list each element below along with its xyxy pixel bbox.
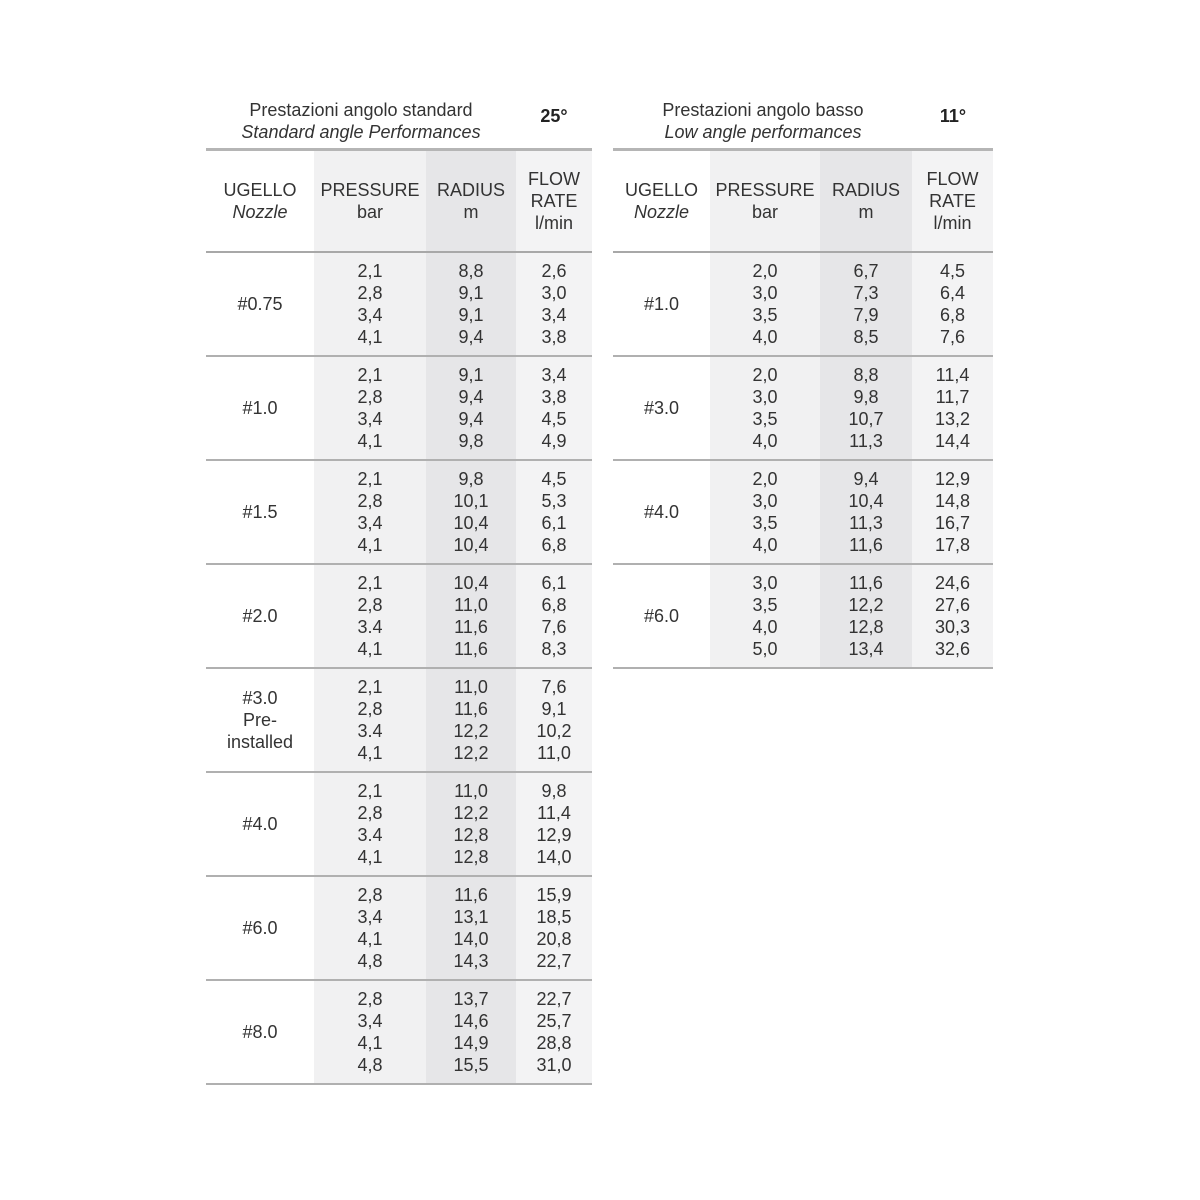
radius-value: 9,8 [853, 387, 879, 407]
pressure-value: 3,4 [357, 513, 383, 533]
radius-cell [426, 981, 516, 1083]
nozzle-cell [206, 253, 314, 355]
radius-value: 11,6 [454, 885, 488, 905]
pressure-cell [314, 253, 426, 355]
nozzle-cell [613, 357, 710, 459]
flow-value: 2,6 [541, 261, 567, 281]
flow-rate-cell [516, 253, 592, 355]
flow-value: 9,1 [541, 699, 567, 719]
radius-value: 12,2 [848, 595, 884, 615]
nozzle-value: Pre- [242, 710, 277, 730]
header-pressure [710, 151, 820, 251]
radius-value: 11,6 [849, 573, 883, 593]
pressure-value: 3,4 [357, 907, 383, 927]
radius-cell [426, 877, 516, 979]
radius-value: 9,8 [458, 469, 484, 489]
header-radius [426, 151, 516, 251]
table-row [613, 357, 993, 461]
flow-rate-cell [516, 773, 592, 875]
pressure-value: 3,4 [357, 1011, 383, 1031]
radius-value: 10,1 [453, 491, 489, 511]
table-row [206, 461, 592, 565]
pressure-value: 4,0 [752, 431, 778, 451]
radius-value: 10,7 [848, 409, 884, 429]
radius-value: 12,2 [453, 803, 489, 823]
flow-value: 14,4 [934, 431, 971, 451]
flow-value: 12,9 [536, 825, 572, 845]
radius-value: 14,0 [453, 929, 489, 949]
radius-value: 11,6 [849, 535, 883, 555]
pressure-value: 4,8 [357, 1055, 383, 1075]
flow-value: 11,7 [935, 387, 970, 407]
flow-value: 6,1 [541, 513, 567, 533]
radius-value: 11,6 [454, 699, 488, 719]
pressure-value: 4,1 [357, 639, 383, 659]
header-flow-unit: l/min [534, 213, 573, 233]
pressure-value: 2,1 [357, 677, 383, 697]
flow-value: 4,9 [541, 431, 567, 451]
pressure-value: 4,1 [357, 535, 383, 555]
header-nozzle [206, 151, 314, 251]
radius-value: 11,3 [849, 431, 883, 451]
pressure-value: 2,1 [357, 781, 383, 801]
radius-value: 11,0 [454, 595, 488, 615]
angle-value: 11° [939, 106, 967, 126]
standard-angle-table [206, 98, 592, 1085]
radius-value: 11,0 [454, 781, 488, 801]
pressure-cell [314, 357, 426, 459]
radius-cell [820, 253, 912, 355]
nozzle-value: #2.0 [242, 606, 278, 626]
flow-value: 24,6 [934, 573, 971, 593]
pressure-value: 4,0 [752, 617, 778, 637]
flow-value: 11,4 [935, 365, 970, 385]
pressure-value: 4,0 [752, 327, 778, 347]
radius-value: 9,1 [458, 283, 484, 303]
radius-value: 9,4 [853, 469, 879, 489]
header-pressure-unit: bar [356, 202, 383, 222]
pressure-value: 4,8 [357, 951, 383, 971]
flow-value: 10,2 [536, 721, 572, 741]
nozzle-value: installed [226, 732, 294, 752]
flow-value: 7,6 [541, 617, 567, 637]
radius-value: 10,4 [453, 535, 489, 555]
radius-value: 11,6 [454, 617, 488, 637]
pressure-value: 2,1 [357, 365, 383, 385]
pressure-cell [710, 461, 820, 563]
flow-value: 18,5 [536, 907, 572, 927]
pressure-value: 5,0 [752, 639, 778, 659]
radius-value: 14,3 [453, 951, 489, 971]
table-body [206, 253, 592, 1085]
radius-value: 9,4 [458, 387, 484, 407]
flow-value: 3,8 [541, 327, 567, 347]
radius-value: 12,2 [453, 743, 489, 763]
radius-value: 8,5 [853, 327, 879, 347]
table-title-row [613, 98, 993, 151]
pressure-value: 3,4 [357, 409, 383, 429]
table-row [613, 461, 993, 565]
radius-cell [426, 773, 516, 875]
pressure-value: 2,0 [752, 261, 778, 281]
flow-value: 17,8 [934, 535, 971, 555]
flow-rate-cell [912, 357, 993, 459]
nozzle-value: #4.0 [242, 814, 278, 834]
radius-value: 10,4 [453, 573, 489, 593]
pressure-value: 3.4 [357, 825, 383, 845]
radius-value: 12,2 [453, 721, 489, 741]
radius-value: 11,3 [849, 513, 883, 533]
pressure-value: 2,8 [357, 885, 383, 905]
flow-value: 3,4 [541, 305, 567, 325]
pressure-value: 2,8 [357, 595, 383, 615]
nozzle-cell [206, 773, 314, 875]
pressure-cell [314, 877, 426, 979]
nozzle-value: #3.0 [242, 688, 278, 708]
pressure-cell [314, 565, 426, 667]
pressure-value: 2,8 [357, 803, 383, 823]
radius-value: 7,9 [853, 305, 879, 325]
radius-cell [426, 357, 516, 459]
pressure-value: 2,0 [752, 469, 778, 489]
pressure-value: 3,0 [752, 573, 778, 593]
table-row [613, 253, 993, 357]
radius-value: 10,4 [453, 513, 489, 533]
radius-value: 12,8 [453, 847, 489, 867]
nozzle-value: #6.0 [242, 918, 278, 938]
flow-value: 12,9 [934, 469, 971, 489]
pressure-value: 3,5 [752, 595, 778, 615]
pressure-cell [710, 565, 820, 667]
table-title [206, 99, 516, 143]
flow-rate-cell [912, 565, 993, 667]
table-row [206, 773, 592, 877]
flow-value: 14,0 [536, 847, 572, 867]
flow-rate-cell [912, 461, 993, 563]
header-flow-rate [516, 151, 592, 251]
radius-value: 8,8 [853, 365, 879, 385]
header-nozzle-en: Nozzle [633, 202, 690, 222]
pressure-value: 4,0 [752, 535, 778, 555]
pressure-value: 3,5 [752, 305, 778, 325]
header-nozzle-en: Nozzle [232, 202, 288, 222]
radius-value: 10,4 [848, 491, 884, 511]
low-angle-table [613, 98, 993, 669]
header-radius-label: RADIUS [831, 180, 900, 200]
radius-value: 15,5 [453, 1055, 489, 1075]
nozzle-cell [206, 669, 314, 771]
pressure-cell [314, 773, 426, 875]
nozzle-value: #3.0 [643, 398, 680, 418]
pressure-value: 4,1 [357, 431, 383, 451]
pressure-value: 4,1 [357, 929, 383, 949]
column-header-row [613, 151, 993, 253]
nozzle-cell [613, 461, 710, 563]
title-italian: Prestazioni angolo basso [662, 100, 864, 120]
flow-value: 15,9 [536, 885, 572, 905]
header-flow-rate [912, 151, 993, 251]
angle-value: 25° [540, 106, 568, 126]
pressure-value: 3,5 [752, 513, 778, 533]
flow-value: 8,3 [541, 639, 567, 659]
flow-value: 3,4 [541, 365, 567, 385]
pressure-value: 4,1 [357, 327, 383, 347]
flow-value: 9,8 [541, 781, 567, 801]
header-pressure [314, 151, 426, 251]
flow-value: 7,6 [939, 327, 966, 347]
pressure-value: 3.4 [357, 617, 383, 637]
flow-value: 4,5 [541, 469, 567, 489]
title-english: Low angle performances [664, 122, 862, 142]
flow-value: 4,5 [939, 261, 966, 281]
nozzle-cell [206, 461, 314, 563]
pressure-value: 2,1 [357, 573, 383, 593]
header-radius-unit: m [858, 202, 874, 222]
title-italian: Prestazioni angolo standard [249, 100, 473, 120]
header-pressure-unit: bar [751, 202, 778, 222]
table-body [613, 253, 993, 669]
pressure-value: 3,0 [752, 283, 778, 303]
flow-rate-cell [516, 877, 592, 979]
nozzle-cell [206, 565, 314, 667]
radius-value: 12,8 [453, 825, 489, 845]
table-row [613, 565, 993, 669]
radius-cell [426, 253, 516, 355]
pressure-value: 2,8 [357, 491, 383, 511]
header-flow-unit: l/min [933, 213, 972, 233]
flow-value: 4,5 [541, 409, 567, 429]
nozzle-cell [206, 357, 314, 459]
flow-value: 5,3 [541, 491, 567, 511]
pressure-value: 2,8 [357, 699, 383, 719]
pressure-cell [314, 669, 426, 771]
nozzle-cell [613, 253, 710, 355]
radius-value: 14,6 [453, 1011, 489, 1031]
header-pressure-label: PRESSURE [320, 180, 420, 200]
radius-cell [426, 461, 516, 563]
pressure-value: 2,1 [357, 261, 383, 281]
nozzle-value: #8.0 [242, 1022, 278, 1042]
title-english: Standard angle Performances [241, 122, 481, 142]
table-row [206, 981, 592, 1085]
header-pressure-label: PRESSURE [715, 180, 815, 200]
radius-value: 9,4 [458, 409, 484, 429]
pressure-value: 2,8 [357, 283, 383, 303]
nozzle-cell [206, 981, 314, 1083]
radius-value: 11,0 [454, 677, 488, 697]
header-flow-label: FLOW [926, 169, 979, 189]
radius-value: 7,3 [853, 283, 879, 303]
flow-value: 11,0 [537, 743, 571, 763]
radius-value: 14,9 [453, 1033, 489, 1053]
nozzle-value: #6.0 [643, 606, 680, 626]
pressure-cell [710, 357, 820, 459]
nozzle-value: #1.0 [242, 398, 278, 418]
flow-value: 25,7 [536, 1011, 572, 1031]
radius-value: 6,7 [853, 261, 879, 281]
radius-cell [820, 357, 912, 459]
nozzle-value: #0.75 [237, 294, 283, 314]
flow-value: 20,8 [536, 929, 572, 949]
flow-rate-cell [516, 565, 592, 667]
radius-cell [426, 565, 516, 667]
flow-value: 27,6 [934, 595, 971, 615]
header-rate-label: RATE [929, 191, 976, 211]
radius-cell [820, 461, 912, 563]
pressure-value: 3,4 [357, 305, 383, 325]
pressure-value: 2,1 [357, 469, 383, 489]
header-radius-label: RADIUS [436, 180, 505, 200]
flow-value: 28,8 [536, 1033, 572, 1053]
flow-rate-cell [516, 357, 592, 459]
header-rate-label: RATE [530, 191, 578, 211]
nozzle-value: #1.5 [242, 502, 278, 522]
nozzle-cell [206, 877, 314, 979]
radius-value: 11,6 [454, 639, 488, 659]
flow-value: 6,8 [541, 595, 567, 615]
flow-value: 6,8 [939, 305, 966, 325]
radius-value: 13,1 [453, 907, 489, 927]
flow-rate-cell [516, 981, 592, 1083]
flow-value: 14,8 [934, 491, 971, 511]
flow-rate-cell [912, 253, 993, 355]
pressure-value: 2,8 [357, 989, 383, 1009]
header-flow-label: FLOW [528, 169, 580, 189]
flow-value: 30,3 [934, 617, 971, 637]
table-row [206, 877, 592, 981]
pressure-value: 4,1 [357, 1033, 383, 1053]
radius-value: 13,7 [453, 989, 489, 1009]
flow-value: 3,0 [541, 283, 567, 303]
pressure-value: 3.4 [357, 721, 383, 741]
flow-value: 3,8 [541, 387, 567, 407]
pressure-cell [314, 981, 426, 1083]
flow-value: 13,2 [934, 409, 971, 429]
table-row [206, 253, 592, 357]
radius-value: 9,1 [458, 305, 484, 325]
radius-value: 9,1 [458, 365, 484, 385]
flow-value: 6,1 [541, 573, 567, 593]
flow-value: 22,7 [536, 951, 572, 971]
table-row [206, 565, 592, 669]
table-row [206, 357, 592, 461]
nozzle-value: #4.0 [643, 502, 680, 522]
flow-value: 11,4 [537, 803, 571, 823]
radius-value: 9,4 [458, 327, 484, 347]
flow-value: 7,6 [541, 677, 567, 697]
table-row [206, 669, 592, 773]
flow-rate-cell [516, 461, 592, 563]
header-nozzle-it: UGELLO [624, 180, 699, 200]
radius-value: 12,8 [848, 617, 884, 637]
pressure-value: 3,0 [752, 491, 778, 511]
header-radius-unit: m [463, 202, 479, 222]
nozzle-cell [613, 565, 710, 667]
nozzle-value: #1.0 [643, 294, 680, 314]
radius-cell [820, 565, 912, 667]
flow-value: 22,7 [536, 989, 572, 1009]
header-radius [820, 151, 912, 251]
column-header-row [206, 151, 592, 253]
flow-value: 31,0 [536, 1055, 572, 1075]
pressure-value: 4,1 [357, 847, 383, 867]
pressure-value: 2,0 [752, 365, 778, 385]
pressure-cell [710, 253, 820, 355]
radius-value: 9,8 [458, 431, 484, 451]
flow-value: 6,4 [939, 283, 966, 303]
pressure-value: 2,8 [357, 387, 383, 407]
pressure-value: 3,5 [752, 409, 778, 429]
pressure-value: 3,0 [752, 387, 778, 407]
radius-cell [426, 669, 516, 771]
flow-value: 16,7 [934, 513, 971, 533]
pressure-value: 4,1 [357, 743, 383, 763]
flow-value: 6,8 [541, 535, 567, 555]
table-title [613, 99, 913, 143]
flow-value: 32,6 [934, 639, 971, 659]
table-title-row [206, 98, 592, 151]
radius-value: 8,8 [458, 261, 484, 281]
pressure-cell [314, 461, 426, 563]
flow-rate-cell [516, 669, 592, 771]
radius-value: 13,4 [848, 639, 884, 659]
header-nozzle-it: UGELLO [223, 180, 297, 200]
header-nozzle [613, 151, 710, 251]
